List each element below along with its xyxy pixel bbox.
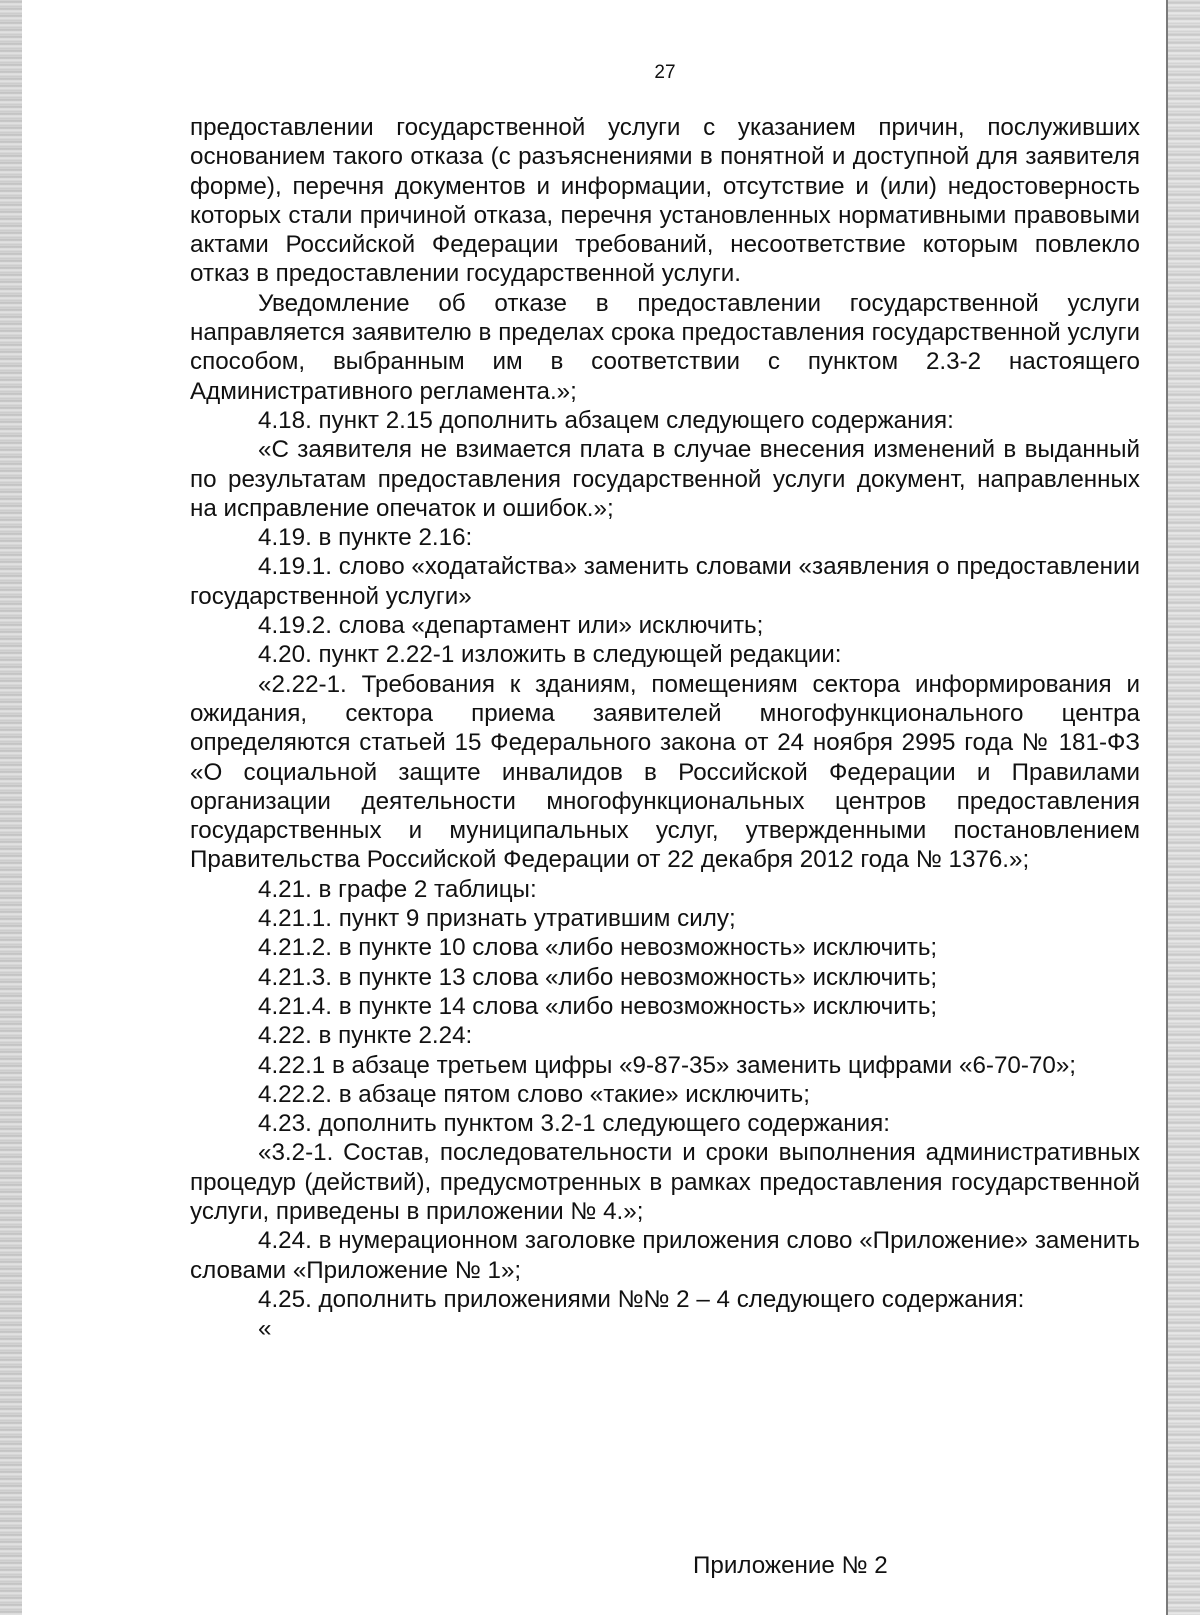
paragraph-4-19-2: 4.19.2. слова «департамент или» исключить; bbox=[258, 612, 764, 640]
paragraph-4-24: 4.24. в нумерационном заголовке приложения слово «Приложение» заменить словами «Приложение № 1»; bbox=[190, 1227, 1140, 1284]
paragraph-4-22-1: 4.22.1 в абзаце третьем цифры «9-87-35» заменить цифрами «6-70-70»; bbox=[258, 1051, 1076, 1079]
paragraph-2-22-1: «2.22-1. Требования к зданиям, помещениям сектора информирования и ожидания, сектора приема заявителей многофункционального центра определяются статьей 15 Федерального закона от 24 ноября 2995 года № 181-ФЗ «О социальной защите инвалидов в Российской Федерации и Правилами организации деятельности многофункциональных центров предоставления государственных и муниципальных услуг, утвержденными постановлением Правительства Российской Федерации от 22 декабря 2012 года № 1376.»; bbox=[190, 670, 1140, 874]
paragraph-4-19: 4.19. в пункте 2.16: bbox=[258, 524, 473, 552]
scan-edge-left bbox=[0, 0, 22, 1615]
paragraph-4-21: 4.21. в графе 2 таблицы: bbox=[258, 875, 537, 903]
paragraph-4-22-2: 4.22.2. в абзаце пятом слово «такие» исключить; bbox=[258, 1080, 810, 1108]
paragraph-4-21-4: 4.21.4. в пункте 14 слова «либо невозможность» исключить; bbox=[258, 992, 938, 1020]
paragraph-4-21-2: 4.21.2. в пункте 10 слова «либо невозможность» исключить; bbox=[258, 934, 938, 962]
document-page bbox=[190, 0, 1140, 1615]
paragraph-4-23: 4.23. дополнить пунктом 3.2-1 следующего содержания: bbox=[258, 1110, 890, 1138]
paragraph-refusal-continuation: предоставлении государственной услуги с указанием причин, послуживших основанием такого отказа (с разъяснениями в понятной и доступной для заявителя форме), перечня документов и информации, отсутствие и (или) недостоверность которых стали причиной отказа, перечня установленных нормативными правовыми актами Российской Федерации требований, несоответствие которым повлекло отказ в предоставлении государственной услуги. bbox=[190, 114, 1140, 288]
page-border bbox=[1166, 0, 1168, 1615]
opening-quote: « bbox=[258, 1315, 272, 1343]
paragraph-4-18-quote: «С заявителя не взимается плата в случае внесения изменений в выданный по результатам предоставления государственной услуги документ, направленных на исправление опечаток и ошибок.»; bbox=[190, 436, 1140, 522]
page-number: 27 bbox=[654, 62, 676, 83]
paragraph-4-21-3: 4.21.3. в пункте 13 слова «либо невозможность» исключить; bbox=[258, 963, 938, 991]
paragraph-4-22: 4.22. в пункте 2.24: bbox=[258, 1022, 473, 1050]
document-body bbox=[190, 113, 1140, 1343]
paragraph-4-19-1: 4.19.1. слово «ходатайства» заменить словами «заявления о предоставлении государственной услуги» bbox=[190, 553, 1140, 610]
paragraph-4-20: 4.20. пункт 2.22-1 изложить в следующей редакции: bbox=[258, 641, 842, 669]
scan-edge-right bbox=[1166, 0, 1200, 1615]
paragraph-4-18: 4.18. пункт 2.15 дополнить абзацем следующего содержания: bbox=[258, 406, 954, 434]
paragraph-4-25: 4.25. дополнить приложениями №№ 2 – 4 следующего содержания: bbox=[258, 1285, 1025, 1313]
paragraph-4-21-1: 4.21.1. пункт 9 признать утратившим силу; bbox=[258, 905, 736, 933]
paragraph-refusal-notice: Уведомление об отказе в предоставлении государственной услуги направляется заявителю в пределах срока предоставления государственной услуги способом, выбранным им в соответствии с пунктом 2.3-2 настоящего Административного регламента.»; bbox=[190, 289, 1140, 405]
paragraph-3-2-1: «3.2-1. Состав, последовательности и сроки выполнения административных процедур (действий), предусмотренных в рамках предоставления государственной услуги, приведены в приложении № 4.»; bbox=[190, 1139, 1140, 1225]
appendix-label: Приложение № 2 bbox=[693, 1552, 888, 1579]
